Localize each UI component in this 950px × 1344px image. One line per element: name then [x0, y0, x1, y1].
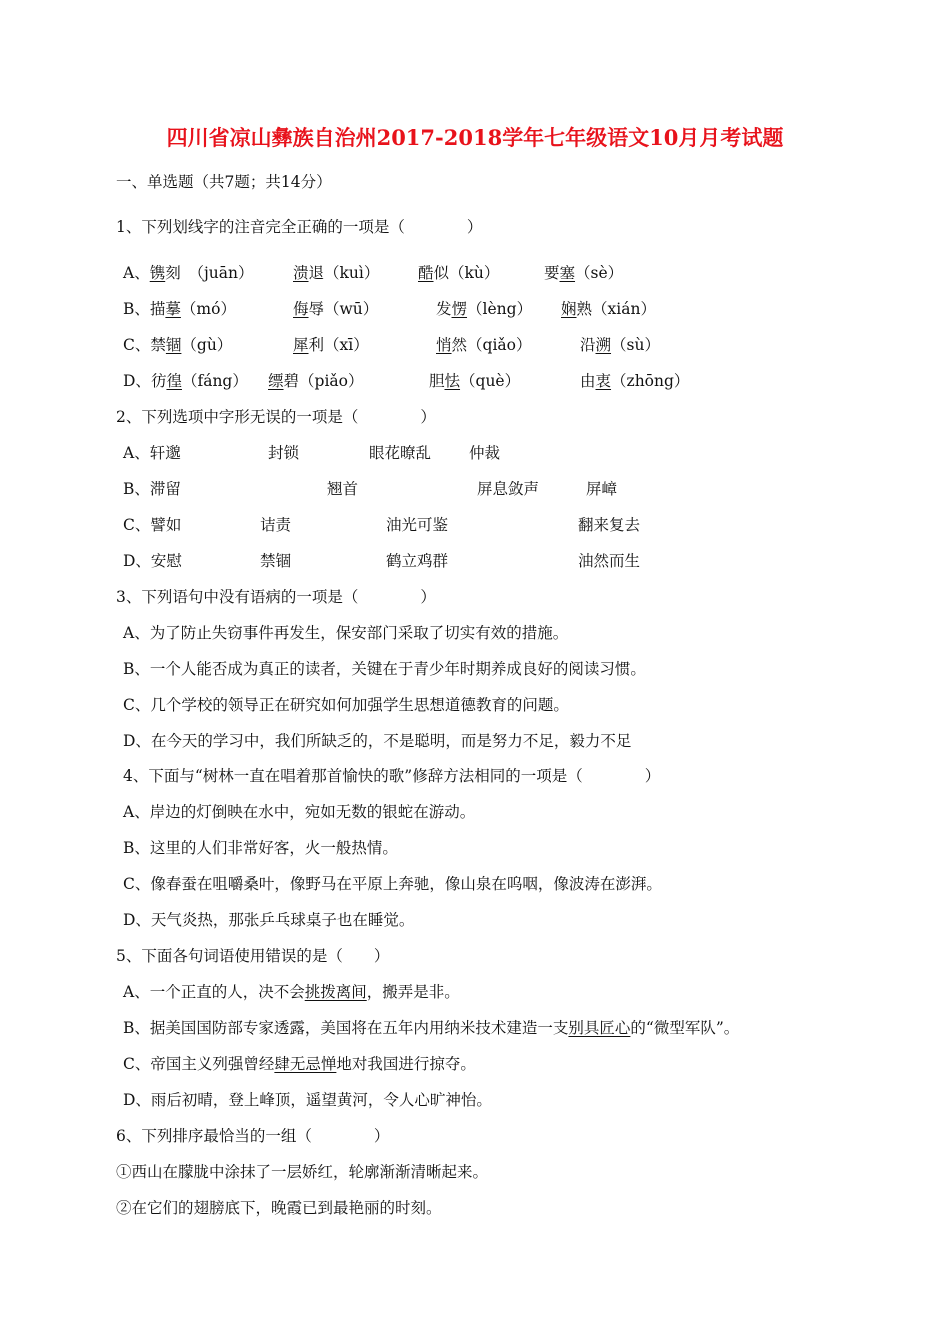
q4-option-a: A、岸边的灯倒映在水中，宛如无数的银蛇在游动。	[123, 803, 476, 821]
question-2-stem: 2、下列选项中字形无误的一项是（ ）	[116, 408, 436, 426]
section-heading: 一、单选题（共7题；共14分）	[116, 173, 332, 191]
q1-option-a-item-4: 要塞（sè）	[544, 264, 624, 282]
q3-option-d: D、在今天的学习中，我们所缺乏的，不是聪明，而是努力不足，毅力不足	[123, 732, 632, 750]
q4-option-b: B、这里的人们非常好客，火一般热情。	[123, 839, 398, 857]
q1-option-d-item-3: 胆怯（què）	[429, 372, 521, 390]
q1-option-b-item-3: 发愣（lèng）	[436, 300, 533, 318]
q2-option-b-word-3: 屏息敛声	[477, 480, 540, 498]
page-title: 四川省凉山彝族自治州2017-2018学年七年级语文10月月考试题	[166, 125, 784, 150]
q2-option-c-word-4: 翻来复去	[578, 516, 641, 534]
q1-option-c-item-4: 沿溯（sù）	[580, 336, 660, 354]
q1-option-d-item-4: 由衷（zhōng）	[580, 372, 690, 390]
q5-option-a: A、一个正直的人，决不会挑拨离间，搬弄是非。	[123, 983, 460, 1001]
q2-option-c-word-2: 诘责	[260, 516, 292, 534]
q1-option-b-item-4: 娴熟（xián）	[561, 300, 656, 318]
q6-item-1: ①西山在朦胧中涂抹了一层娇红，轮廓渐渐清晰起来。	[116, 1163, 489, 1181]
q2-option-c-word-3: 油光可鉴	[386, 516, 449, 534]
q2-option-a-word-3: 眼花暸乱	[369, 444, 432, 462]
q2-option-a-word-4: 仲裁	[469, 444, 501, 462]
q2-option-d-word-3: 鹤立鸡群	[386, 552, 449, 570]
q3-option-c: C、几个学校的领导正在研究如何加强学生思想道德教育的问题。	[123, 696, 569, 714]
q2-option-a-word-1: A、轩邈	[123, 444, 181, 462]
q1-option-c-item-3: 悄然（qiǎo）	[436, 336, 532, 354]
q1-option-c-item-1: C、禁锢（gù）	[123, 336, 233, 354]
q2-option-b-word-4: 屏嶂	[586, 480, 618, 498]
question-3-stem: 3、下列语句中没有语病的一项是（ ）	[116, 588, 436, 606]
q1-option-b-item-2: 侮辱（wū）	[293, 300, 379, 318]
q1-option-d-item-1: D、彷徨（fáng）	[123, 372, 248, 390]
q1-option-a-item-1: A、镌刻 （juān）	[123, 264, 254, 282]
q1-option-c-item-2: 犀利（xī）	[293, 336, 369, 354]
question-5-stem: 5、下面各句词语使用错误的是（ ）	[116, 947, 390, 965]
q2-option-d-word-4: 油然而生	[578, 552, 641, 570]
q4-option-d: D、天气炎热，那张乒乓球桌子也在睡觉。	[123, 911, 415, 929]
q3-option-a: A、为了防止失窃事件再发生，保安部门采取了切实有效的措施。	[123, 624, 569, 642]
q6-item-2: ②在它们的翅膀底下，晚霞已到最艳丽的时刻。	[116, 1199, 442, 1217]
question-6-stem: 6、下列排序最恰当的一组（ ）	[116, 1127, 390, 1145]
q2-option-a-word-2: 封锁	[268, 444, 300, 462]
q5-option-d: D、雨后初晴，登上峰顶，遥望黄河，令人心旷神怡。	[123, 1091, 492, 1109]
q2-option-d-word-1: D、安慰	[123, 552, 182, 570]
q2-option-c-word-1: C、譬如	[123, 516, 182, 534]
q4-option-c: C、像春蚕在咀嚼桑叶，像野马在平原上奔驰，像山泉在呜咽，像波涛在澎湃。	[123, 875, 662, 893]
q1-option-d-item-2: 缥碧（piǎo）	[268, 372, 364, 390]
q5-option-c: C、帝国主义列强曾经肆无忌惮地对我国进行掠夺。	[123, 1055, 476, 1073]
question-1-stem: 1、下列划线字的注音完全正确的一项是（ ）	[116, 218, 483, 236]
q1-option-a-item-3: 酷似（kù）	[418, 264, 500, 282]
q1-option-a-item-2: 溃退（kuì）	[293, 264, 380, 282]
q2-option-d-word-2: 禁锢	[260, 552, 292, 570]
q2-option-b-word-2: 翘首	[327, 480, 359, 498]
question-4-stem: 4、下面与“树林一直在唱着那首愉快的歌”修辞方法相同的一项是（ ）	[123, 767, 661, 785]
q5-option-b: B、据美国国防部专家透露，美国将在五年内用纳米技术建造一支别具匠心的“微型军队”。	[123, 1019, 740, 1037]
q3-option-b: B、一个人能否成为真正的读者，关键在于青少年时期养成良好的阅读习惯。	[123, 660, 646, 678]
q2-option-b-word-1: B、滞留	[123, 480, 181, 498]
q1-option-b-item-1: B、描摹（mó）	[123, 300, 236, 318]
